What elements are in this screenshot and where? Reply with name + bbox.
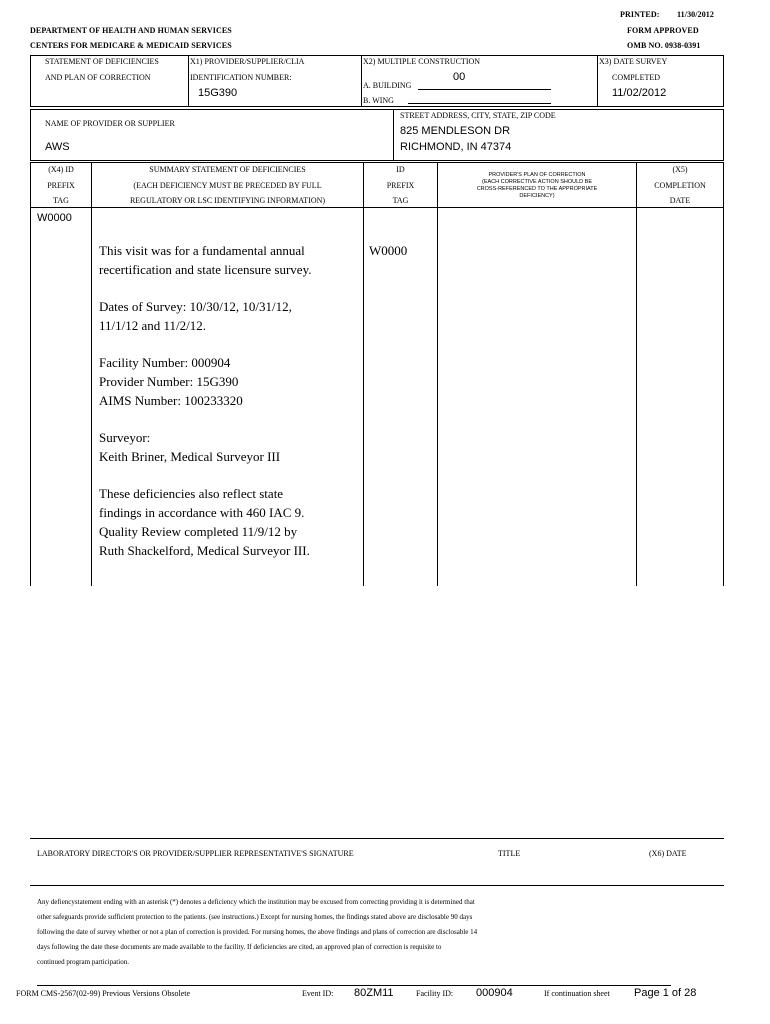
- tag-left: W0000: [37, 212, 72, 224]
- id-header-1: ID: [396, 165, 405, 174]
- text-line: Ruth Shackelford, Medical Surveyor III.: [99, 543, 310, 558]
- building-value: 00: [453, 71, 466, 83]
- plan-header-4: DEFICIENCY): [519, 193, 555, 199]
- event-id-value: 80ZM11: [354, 987, 394, 999]
- page-number: Page 1 of 28: [634, 987, 697, 999]
- address-line-2: RICHMOND, IN 47374: [400, 141, 512, 153]
- x4-header-3: TAG: [53, 196, 69, 205]
- department-heading: DEPARTMENT OF HEALTH AND HUMAN SERVICES: [30, 26, 232, 35]
- statement-label-1: STATEMENT OF DEFICIENCIES: [45, 57, 159, 66]
- text-line: Dates of Survey: 10/30/12, 10/31/12,: [99, 299, 292, 314]
- text-line: Provider Number: 15G390: [99, 374, 239, 389]
- text-line: recertification and state licensure survey.: [99, 262, 312, 277]
- x4-header-2: PREFIX: [47, 181, 75, 190]
- provider-name-label: NAME OF PROVIDER OR SUPPLIER: [45, 119, 175, 128]
- disclaimer-line: other safeguards provide sufficient protection to the patients. (see instructions.) Except for nursing homes, the findings stated above are disclosable 90 days: [37, 913, 473, 921]
- x5-header-3: DATE: [669, 196, 691, 205]
- wing-label: B. WING: [363, 96, 394, 105]
- text-line: This visit was for a fundamental annual: [99, 243, 305, 258]
- centers-heading: CENTERS FOR MEDICARE & MEDICAID SERVICES: [30, 41, 232, 50]
- plan-header-2: (EACH CORRECTIVE ACTION SHOULD BE: [481, 179, 593, 185]
- provider-name-value: AWS: [45, 141, 70, 153]
- survey-date-value: 11/02/2012: [612, 87, 667, 99]
- summary-header-2: (EACH DEFICIENCY MUST BE PRECEDED BY FULL: [133, 181, 322, 190]
- id-header-3: TAG: [392, 196, 409, 205]
- text-line: 11/1/12 and 11/2/12.: [99, 318, 207, 333]
- printed-date: 11/30/2012: [677, 10, 715, 19]
- plan-header-1: PROVIDER'S PLAN OF CORRECTION: [488, 172, 586, 178]
- text-line: Quality Review completed 11/9/12 by: [99, 524, 298, 539]
- statement-label-2: AND PLAN OF CORRECTION: [45, 73, 151, 82]
- event-id-label: Event ID:: [302, 989, 334, 998]
- x5-header-1: (X5): [672, 165, 688, 174]
- plan-header-3: CROSS-REFERENCED TO THE APPROPRIATE: [476, 186, 598, 192]
- printed-label: PRINTED:: [620, 10, 660, 19]
- disclaimer-line: continued program participation.: [37, 958, 129, 966]
- address-line-1: 825 MENDLESON DR: [400, 125, 511, 137]
- text-line: These deficiencies also reflect state: [99, 486, 284, 501]
- continuation-label: If continuation sheet: [544, 989, 610, 998]
- x4-header-1: (X4) ID: [48, 165, 74, 174]
- text-line: Keith Briner, Medical Surveyor III: [99, 449, 281, 464]
- x3-label: X3) DATE SURVEY: [599, 57, 668, 66]
- title-label: TITLE: [498, 849, 521, 858]
- disclaimer-line: days following the date these documents are made available to the facility. If deficiencies are cited, an approved plan of correction is requisite to: [37, 943, 442, 951]
- form-approved: FORM APPROVED: [627, 26, 699, 35]
- text-line: Surveyor:: [99, 430, 151, 445]
- disclaimer-line: following the date of survey whether or not a plan of correction is provided. For nursing homes, the above findings and plans of correction are disclosable 14: [37, 928, 478, 936]
- disclaimer-line: Any defiencystatement ending with an asterisk (*) denotes a deficiency which the institution may be excused from correcting providing it is determined that: [37, 898, 475, 906]
- omb-number: OMB NO. 0938-0391: [627, 41, 701, 50]
- x1-label-2: IDENTIFICATION NUMBER:: [190, 73, 292, 82]
- building-label: A. BUILDING: [363, 81, 412, 90]
- deficiency-text: [99, 241, 311, 560]
- disclaimer: [37, 895, 477, 970]
- form-number: FORM CMS-2567(02-99) Previous Versions Obsolete: [16, 989, 191, 998]
- date-label: (X6) DATE: [649, 849, 687, 858]
- x1-label: X1) PROVIDER/SUPPLIER/CLIA: [190, 57, 305, 66]
- x2-label: X2) MULTIPLE CONSTRUCTION: [363, 57, 481, 66]
- provider-id-value: 15G390: [198, 87, 238, 99]
- signature-label: LABORATORY DIRECTOR'S OR PROVIDER/SUPPLIER REPRESENTATIVE'S SIGNATURE: [37, 849, 354, 858]
- summary-header-3: REGULATORY OR LSC IDENTIFYING INFORMATION): [129, 196, 326, 205]
- summary-header-1: SUMMARY STATEMENT OF DEFICIENCIES: [149, 165, 306, 174]
- x3-label-2: COMPLETED: [612, 73, 660, 82]
- facility-id-label: Facility ID:: [416, 989, 454, 998]
- text-line: findings in accordance with 460 IAC 9.: [99, 505, 305, 520]
- id-header-2: PREFIX: [386, 181, 415, 190]
- facility-id-value: 000904: [476, 987, 513, 999]
- text-line: Facility Number: 000904: [99, 355, 231, 370]
- address-label: STREET ADDRESS, CITY, STATE, ZIP CODE: [400, 111, 556, 120]
- tag-right: W0000: [369, 243, 408, 258]
- x5-header-2: COMPLETION: [654, 181, 706, 190]
- text-line: AIMS Number: 100233320: [99, 393, 243, 408]
